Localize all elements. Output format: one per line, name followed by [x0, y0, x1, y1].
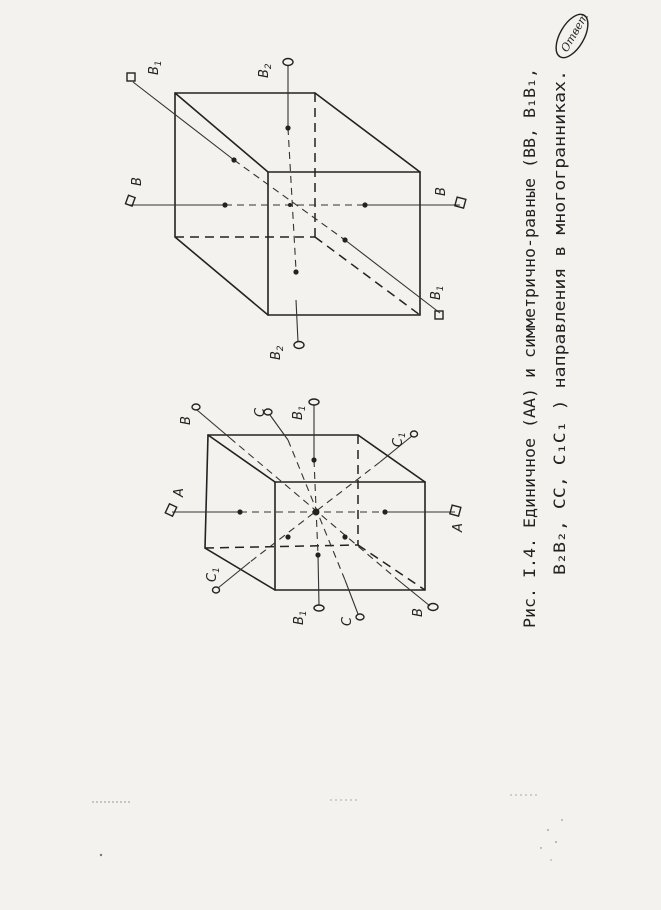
label-B1-right: $B_1$	[292, 610, 309, 625]
left-points	[237, 457, 387, 557]
label-B-right: B	[411, 608, 426, 617]
axis-B1-bottom	[345, 240, 440, 313]
figure-caption	[520, 68, 569, 628]
label-A-bottom: A	[451, 523, 466, 532]
svg-text:Ответ: Ответ	[558, 10, 591, 55]
label-C-right: C	[340, 616, 355, 626]
oval-symbol-icon	[283, 59, 293, 66]
label-B-top: B	[130, 177, 145, 186]
right-symbols	[125, 59, 465, 349]
label-C-left: C	[253, 407, 268, 417]
oval-symbol-icon	[213, 587, 220, 593]
axis-B-top	[197, 410, 230, 438]
oval-symbol-icon	[428, 604, 438, 611]
oval-symbol-icon	[192, 404, 200, 410]
left-symbols	[165, 399, 461, 620]
right-axes	[130, 65, 460, 342]
label-B-bottom: B	[434, 187, 449, 196]
left-polyhedron	[165, 399, 466, 626]
label-A-top: A	[172, 488, 187, 497]
square-symbol-icon	[127, 73, 135, 81]
scan-noise	[92, 795, 563, 861]
oval-symbol-icon	[309, 399, 319, 405]
square-symbol-icon	[165, 504, 176, 516]
right-polyhedron	[125, 59, 465, 361]
label-B2-bottom: $B_2$	[269, 345, 286, 360]
oval-symbol-icon	[314, 605, 324, 611]
label-C1-left: $C_1$	[205, 567, 222, 582]
oval-symbol-icon	[294, 342, 304, 349]
oval-symbol-icon	[411, 431, 418, 437]
right-hidden-edges	[175, 93, 420, 315]
square-symbol-icon	[455, 197, 466, 208]
oval-symbol-icon	[356, 614, 364, 620]
right-solid-edges	[175, 93, 420, 315]
square-symbol-icon	[450, 505, 461, 516]
label-C1-right: $C_1$	[391, 432, 408, 447]
axis-B2-bottom	[296, 300, 298, 342]
label-B1-left: $B_1$	[291, 405, 308, 420]
label-B-left: B	[179, 416, 194, 425]
caption-line-1: Рис. I.4. Единичное (AA) и симметрично-равные (BB, B₁B₁,	[520, 88, 539, 628]
handwritten-stamp	[550, 8, 596, 63]
label-B1-bottom: $B_1$	[429, 285, 446, 300]
label-B1-top: $B_1$	[147, 60, 164, 75]
square-symbol-icon	[125, 195, 135, 206]
caption-line-2: B₂B₂, CC, C₁C₁ ) направления в многогранниках.	[550, 131, 569, 575]
label-B2-top: $B_2$	[257, 63, 274, 78]
axis-B1-bottom	[318, 555, 319, 605]
